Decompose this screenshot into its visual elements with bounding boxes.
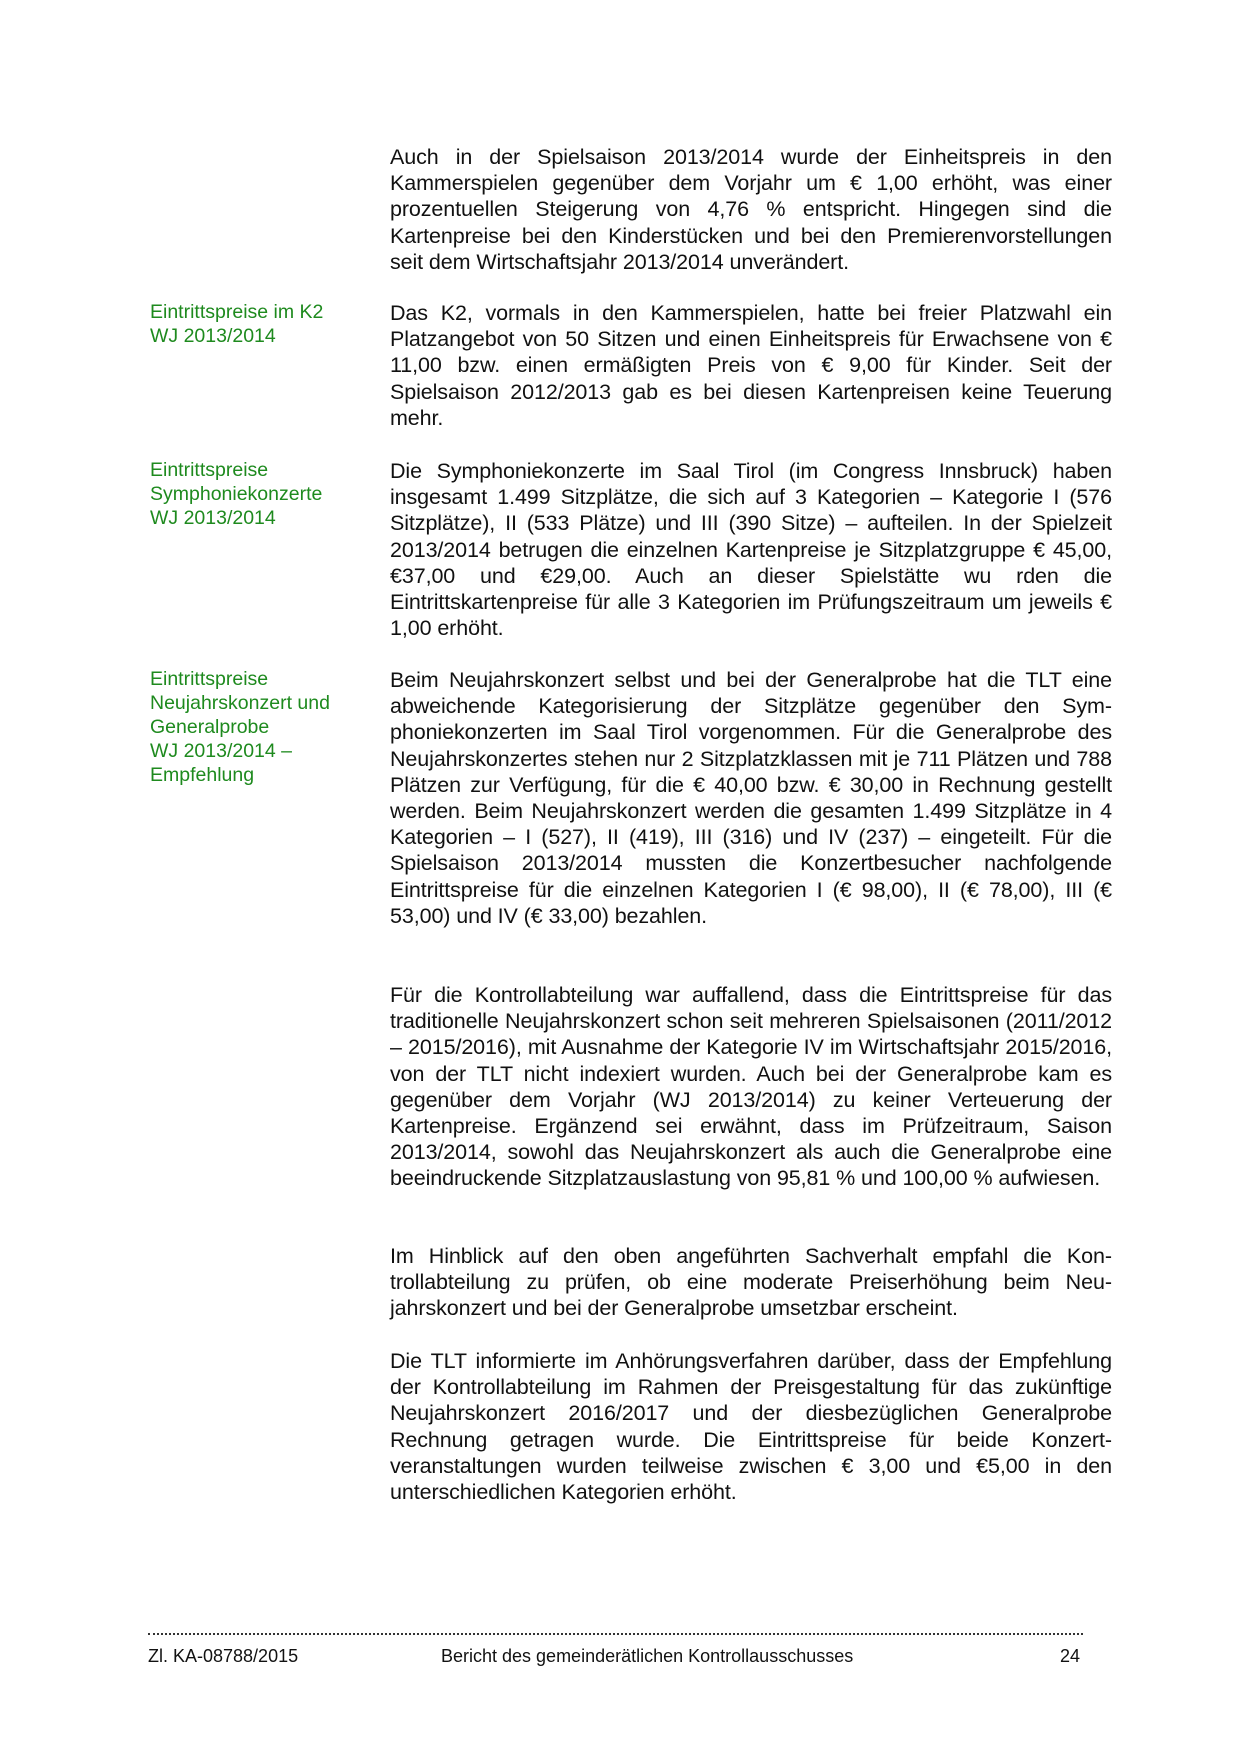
paragraph: Auch in der Spielsaison 2013/2014 wurde der Einheitspreis in den Kammerspielen gegenüber dem Vorjahr um € 1,00 erhöht, was einer prozentuellen Steigerung von 4,76 % entspricht. Hingegen sind die Kartenpreise bei den Kinderstücken und bei den Premierenvorstellungen seit dem Wirtschaftsjahr 2013/2014 unverändert. — [390, 145, 1112, 274]
paragraph: Die Symphoniekonzerte im Saal Tirol (im Congress Innsbruck) haben insgesamt 1.499 Sitzplätze, die sich auf 3 Kategorien – Kategorie I (576 Sitzplätze), II (533 Plätze) und III (390 Sitze) – aufteilen. In der Spielzeit 2013/2014 betrugen die einzelnen Kartenpreise je Sitzplatzgruppe € 45,00, €37,00 und €29,00. Auch an dieser Spielstätte wu rden die Eintrittskartenpreise für alle 3 Kategorien im Prüfungszeitraum um jeweils € 1,00 erhöht. — [390, 459, 1112, 641]
margin-note-line: Empfehlung — [150, 764, 255, 786]
margin-note-line: WJ 2013/2014 — [150, 325, 276, 347]
paragraph: Beim Neujahrskonzert selbst und bei der Generalprobe hat die TLT eine abweichende Kategorisierung der Sitzplätze gegenüber den Symphoniekonzerten im Saal Tirol vorgenommen. Für die Generalprobe des Neujahrskonzertes stehen nur 2 Sitzplatzklassen mit je 711 Plätzen und 788 Plätzen zur Verfügung, für die € 40,00 bzw. € 30,00 in Rechnung gestellt werden. Beim Neujahrskonzert werden die gesamten 1.499 Sitzplätze in 4 Kategorien – I (527), II (419), III (316) und IV (237) – eingeteilt. Für die Spielsaison 2013/2014 mussten die Konzertbesucher nachfolgende Eintrittspreise für die einzelnen Kategorien I (€ 98,00), II (€ 78,00), III (€ 53,00) und IV (€ 33,00) bezahlen. — [390, 668, 1112, 928]
margin-note-line: Eintrittspreise — [150, 459, 269, 481]
margin-note-line: WJ 2013/2014 — [150, 507, 276, 529]
margin-note — [150, 667, 350, 787]
margin-note-line: WJ 2013/2014 – — [150, 740, 293, 762]
paragraph: Für die Kontrollabteilung war auffallend, dass die Eintrittspreise für das traditionelle Neujahrskonzert schon seit mehreren Spielsaisonen (2011/2012 – 2015/2016), mit Ausnahme der Kategorie IV im Wirtschaftsjahr 2015/2016, von der TLT nicht indexiert wurden. Auch bei der Generalprobe kam es gegenüber dem Vorjahr (WJ 2013/2014) zu keiner Verteuerung der Kartenpreise. Ergänzend sei erwähnt, dass im Prüfzeitraum, Saison 2013/2014, sowohl das Neujahrskonzert als auch die Generalprobe eine beeindruckende Sitzplatzauslastung von 95,81 % und 100,00 % aufwiesen. — [390, 983, 1112, 1191]
paragraph: Die TLT informierte im Anhörungsverfahren darüber, dass der Empfehlung der Kontrollabteilung im Rahmen der Preisgestaltung für das zukünftige Neujahrskonzert 2016/2017 und der diesbezüglichen Generalprobe Rechnung getragen wurde. Die Eintrittspreise für beide Konzertveranstaltungen wurden teilweise zwischen € 3,00 und €5,00 in den unterschiedlichen Kategorien erhöht. — [390, 1349, 1112, 1505]
margin-note-line: Symphoniekonzerte — [150, 483, 323, 505]
page-number: 24 — [1060, 1646, 1081, 1666]
margin-note-line: Eintrittspreise — [150, 668, 269, 690]
margin-note — [150, 458, 350, 530]
footer-reference: Zl. KA-08788/2015 — [148, 1646, 299, 1666]
margin-note-line: Eintrittspreise im K2 — [150, 301, 324, 323]
margin-note-line: Generalprobe — [150, 716, 270, 738]
footer-divider — [148, 1633, 1083, 1635]
margin-note — [150, 300, 350, 348]
margin-note-line: Neujahrskonzert und — [150, 692, 330, 714]
paragraph: Das K2, vormals in den Kammerspielen, hatte bei freier Platzwahl ein Platzangebot von 50 Sitzen und einen Einheitspreis für Erwachsene von € 11,00 bzw. einen ermäßigten Preis von € 9,00 für Kinder. Seit der Spielsaison 2012/2013 gab es bei diesen Kartenpreisen keine Teuerung mehr. — [390, 301, 1112, 430]
paragraph: Im Hinblick auf den oben angeführten Sachverhalt empfahl die Kontrollabteilung zu prüfen, ob eine moderate Preiserhöhung beim Neujahrskonzert und bei der Generalprobe umsetzbar erscheint. — [390, 1244, 1112, 1321]
footer-title: Bericht des gemeinderätlichen Kontrollausschusses — [441, 1646, 854, 1666]
